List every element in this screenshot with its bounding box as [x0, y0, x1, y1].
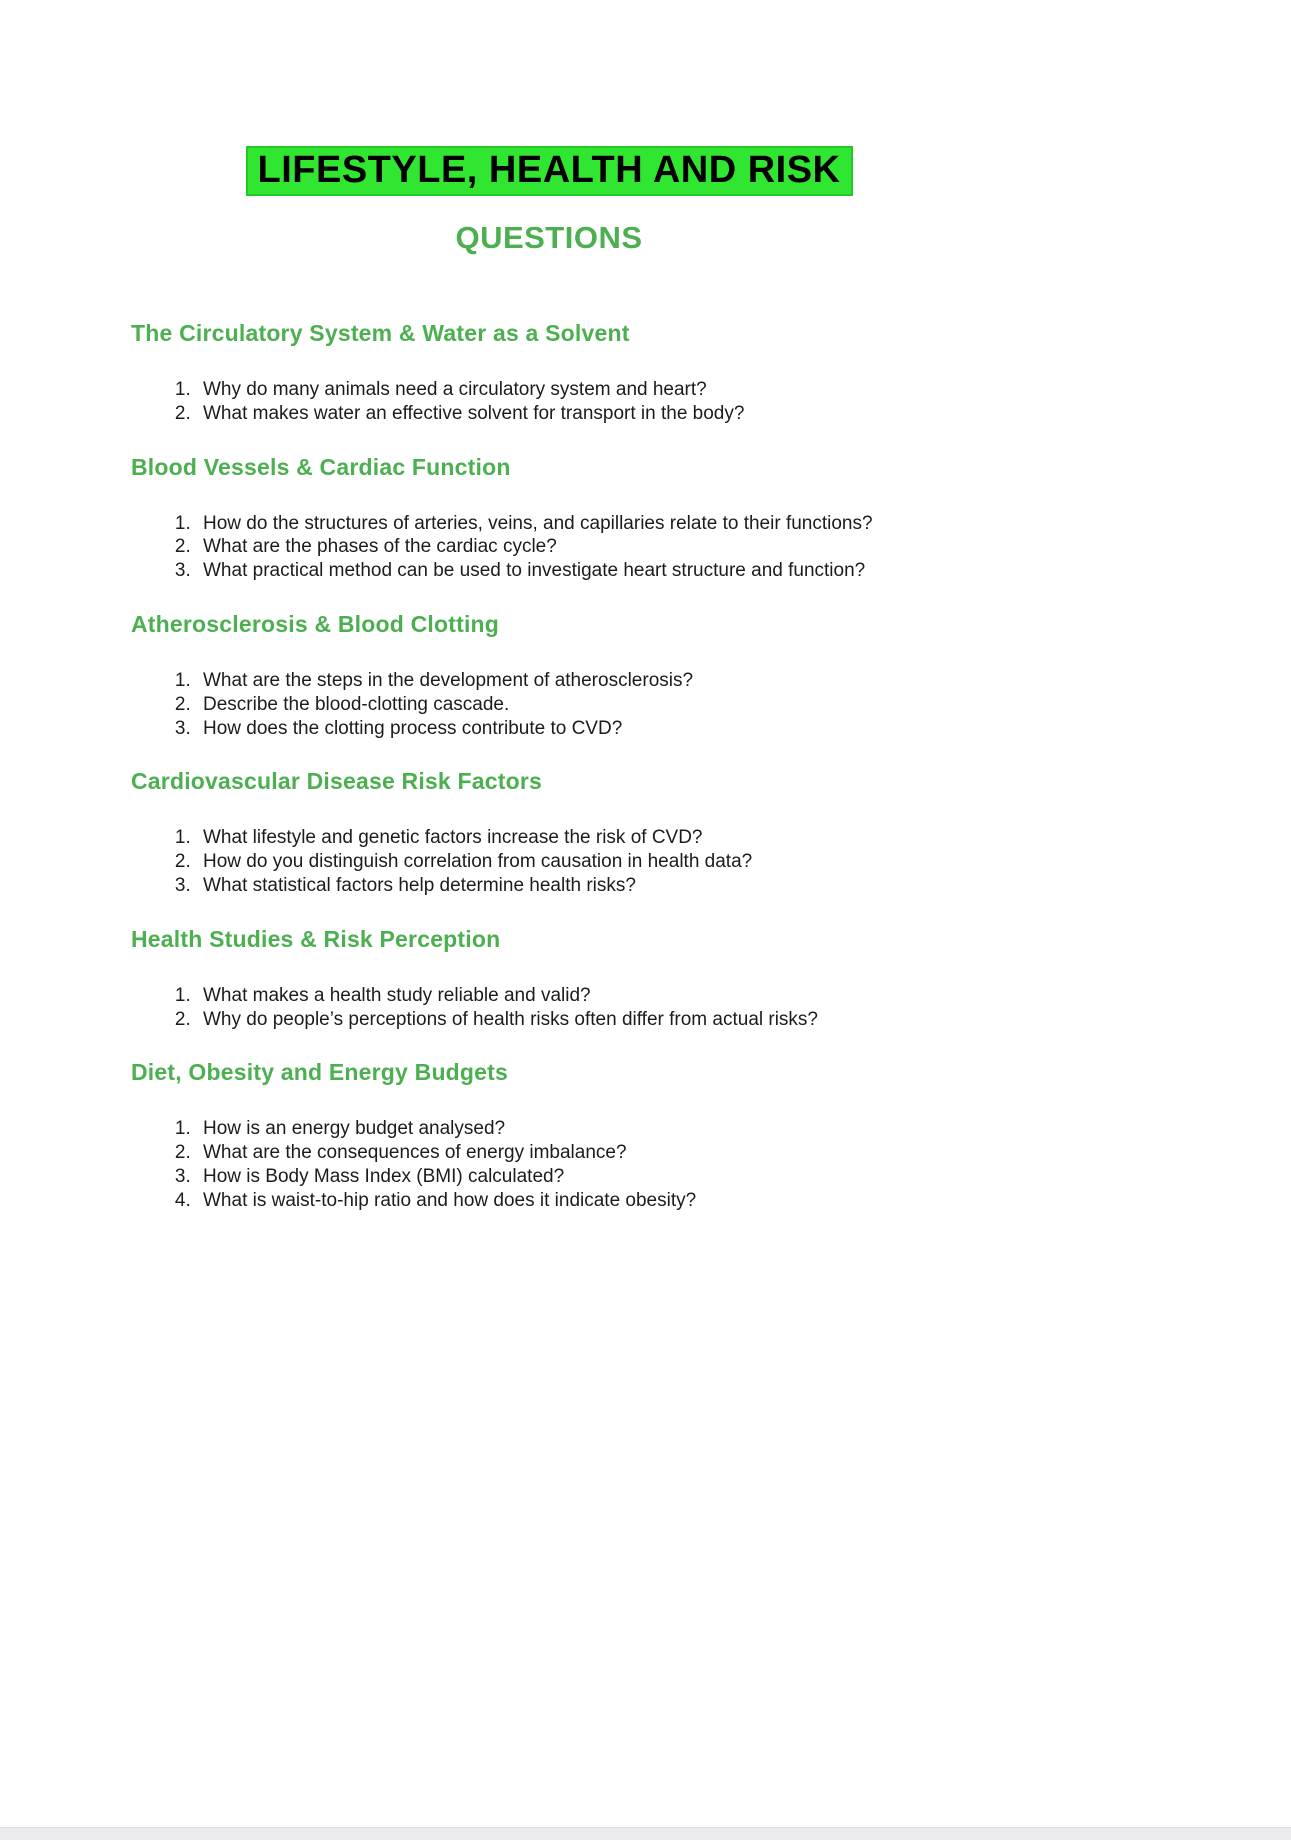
section-heading: The Circulatory System & Water as a Solvent: [131, 320, 630, 346]
question-section: [131, 768, 967, 897]
page-title: [131, 146, 967, 196]
question-item: 4. What is waist-to-hip ratio and how does it indicate obesity?: [196, 1189, 967, 1213]
section-heading: Health Studies & Risk Perception: [131, 925, 501, 952]
section-heading: Blood Vessels & Cardiac Function: [131, 453, 511, 480]
question-item: 3. What practical method can be used to investigate heart structure and function?: [196, 559, 967, 583]
question-list: [131, 669, 967, 740]
question-section: [131, 320, 967, 426]
section-heading: Diet, Obesity and Energy Budgets: [131, 1059, 509, 1086]
question-item: 1. What are the steps in the development of atherosclerosis?: [196, 669, 967, 693]
question-item: 2. What are the consequences of energy imbalance?: [196, 1141, 967, 1165]
sections-container: [131, 320, 967, 1213]
question-item: 1. What lifestyle and genetic factors increase the risk of CVD?: [196, 826, 967, 850]
document-page: [131, 0, 967, 1213]
question-item: 1. Why do many animals need a circulatory system and heart?: [196, 378, 967, 402]
question-section: [131, 611, 967, 740]
question-item: 3. What statistical factors help determine health risks?: [196, 874, 967, 898]
question-section: [131, 926, 967, 1032]
question-list: [131, 512, 967, 583]
question-list: [131, 984, 967, 1032]
question-item: 1. What makes a health study reliable and valid?: [196, 984, 967, 1008]
question-item: 2. How do you distinguish correlation from causation in health data?: [196, 850, 967, 874]
question-list: [131, 826, 967, 897]
question-item: 1. How do the structures of arteries, veins, and capillaries relate to their functions?: [196, 512, 967, 536]
question-item: 2. Why do people’s perceptions of health risks often differ from actual risks?: [196, 1008, 967, 1032]
page-title-highlight: LIFESTYLE, HEALTH AND RISK: [246, 146, 853, 196]
question-item: 1. How is an energy budget analysed?: [196, 1117, 967, 1141]
page-subtitle: QUESTIONS: [455, 220, 643, 255]
question-item: 3. How is Body Mass Index (BMI) calculated?: [196, 1165, 967, 1189]
question-list: [131, 1117, 967, 1212]
section-heading: Atherosclerosis & Blood Clotting: [131, 610, 500, 637]
section-heading: Cardiovascular Disease Risk Factors: [131, 768, 542, 795]
question-item: 2. What are the phases of the cardiac cycle?: [196, 535, 967, 559]
question-item: 2. Describe the blood-clotting cascade.: [196, 693, 967, 717]
viewer-bottom-bar: [0, 1827, 1291, 1840]
question-section: [131, 454, 967, 583]
question-item: 3. How does the clotting process contribute to CVD?: [196, 717, 967, 741]
question-item: 2. What makes water an effective solvent for transport in the body?: [196, 402, 967, 426]
question-section: [131, 1059, 967, 1212]
question-list: [131, 378, 967, 426]
